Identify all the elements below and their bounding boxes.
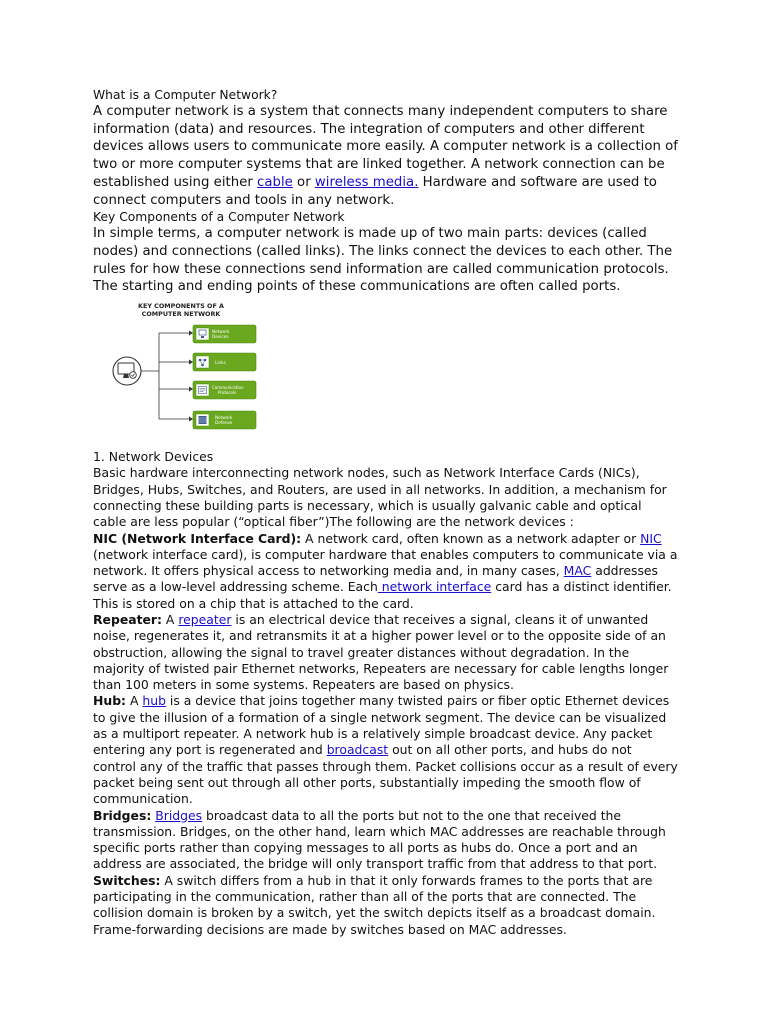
computer-node-icon: [113, 357, 141, 385]
paragraph-bridges: [93, 808, 678, 873]
component-box-protocols: [193, 381, 256, 399]
key-components-figure: [93, 299, 279, 445]
text: is a device that joins together many twisted pairs or fiber optic Ethernet devices to give the illusion of a formation of a single network segment. The device can be visualized as a multiport repeater. A network hub is a relatively simple broadcast device. Any packet entering any port is regenerated and: [93, 693, 670, 758]
heading-what-is-network: What is a Computer Network?: [93, 88, 278, 102]
text: or: [292, 174, 315, 190]
box-label-defense-1: Network: [215, 415, 233, 421]
paragraph-repeater: [93, 612, 678, 693]
text: out on all other ports, and hubs do not control any of the traffic that passes through them. Packet collisions occur as a result of every packet being sent out through all other ports, substantially impeding the smooth flow of communication.: [93, 742, 678, 807]
component-box-defense: [193, 411, 256, 429]
label-nic: NIC (Network Interface Card):: [93, 530, 302, 546]
paragraph-switches: [93, 873, 678, 938]
text: is an electrical device that receives a signal, cleans it of unwanted noise, regenerates it, and retransmits it at a higher power level or to the opposite side of an obstruction, allowing the signal to travel greater distances without degradation. In the majority of twisted pair Ethernet networks, Repeaters are necessary for cable lengths longer than 100 meters in some systems. Repeaters are based on physics.: [93, 612, 669, 693]
link-hub[interactable]: hub: [142, 693, 166, 709]
connector-lines: [140, 333, 189, 419]
text: A computer network is a system that connects many independent computers to share information (data) and resources. The integration of computers and other different devices allows users to communicate more easily. A computer network is a collection of two or more computer systems that are linked together. A network connection can be established using either: [93, 104, 678, 190]
label-hub: Hub:: [93, 693, 127, 709]
component-box-links: [193, 353, 256, 371]
link-nic[interactable]: NIC: [640, 530, 662, 546]
figure-title-line2: COMPUTER NETWORK: [141, 310, 221, 319]
box-label-protocols-2: Protocols: [218, 390, 237, 396]
paragraph-devices-intro: Basic hardware interconnecting network nodes, such as Network Interface Cards (NICs), Bridges, Hubs, Switches, and Routers, are used in all networks. In addition, a mechanism for connecting these building parts is necessary, which is usually galvanic cable and optical cable are less popular (“optical fiber”)The following are the network devices :: [93, 465, 667, 530]
document-page: [93, 87, 678, 938]
figure-title-line1: KEY COMPONENTS OF A: [138, 302, 224, 311]
paragraph-key-components: In simple terms, a computer network is made up of two main parts: devices (called nodes) and connections (called links). The links connect the devices to each other. The rules for how these connections send information are called communication protocols. The starting and ending points of these communications are often called ports.: [93, 226, 673, 295]
text: A: [161, 612, 179, 627]
box-label-defense-2: Defense: [215, 420, 233, 426]
box-label-devices-1: Network: [212, 329, 230, 335]
text: addresses serve as a low-level addressing scheme. Each: [93, 563, 658, 595]
label-repeater: Repeater:: [93, 612, 162, 627]
box-label-devices-2: Devices: [212, 334, 229, 340]
text: card has a distinct identifier. This is stored on a chip that is attached to the card.: [93, 579, 672, 611]
connector-arrows: [189, 331, 193, 422]
text: A network card, often known as a network adapter or: [301, 530, 641, 546]
link-network-interface[interactable]: network interface: [377, 579, 492, 595]
text: (network interface card), is computer hardware that enables computers to communicate via a network. It offers physical access to networking media and, in many cases,: [93, 546, 678, 579]
label-switches: Switches:: [93, 872, 161, 888]
link-mac[interactable]: MAC: [563, 563, 592, 579]
link-broadcast[interactable]: broadcast: [326, 742, 389, 758]
text: Hardware and software are used to connect computers and tools in any network.: [93, 174, 657, 208]
link-bridges[interactable]: Bridges: [155, 807, 203, 823]
text: A: [126, 693, 143, 709]
paragraph-definition: [93, 103, 678, 209]
heading-key-components: Key Components of a Computer Network: [93, 210, 345, 225]
box-label-links: Links: [215, 360, 226, 366]
paragraph-nic: [93, 531, 678, 612]
label-bridges: Bridges:: [93, 807, 152, 823]
link-repeater[interactable]: repeater: [178, 612, 232, 627]
text: broadcast data to all the ports but not to the one that received the transmission. Bridges, on the other hand, learn which MAC addresses are reachable through specific ports rather than copying messages to all ports as hubs do. Once a port and an address are associated, the bridge will only transport traffic from that address to that port.: [93, 807, 666, 872]
paragraph-hub: [93, 693, 678, 807]
link-cable[interactable]: cable: [257, 174, 293, 190]
heading-network-devices: 1. Network Devices: [93, 449, 214, 465]
component-box-devices: [193, 325, 256, 343]
link-wireless-media[interactable]: wireless media.: [314, 174, 419, 190]
box-label-protocols-1: Communication: [212, 385, 244, 391]
text: A switch differs from a hub in that it only forwards frames to the ports that are participating in the communication, rather than all of the ports that are connected. The collision domain is broken by a switch, yet the switch depicts itself as a broadcast domain. Frame-forwarding decisions are made by switches based on MAC addresses.: [93, 872, 656, 937]
